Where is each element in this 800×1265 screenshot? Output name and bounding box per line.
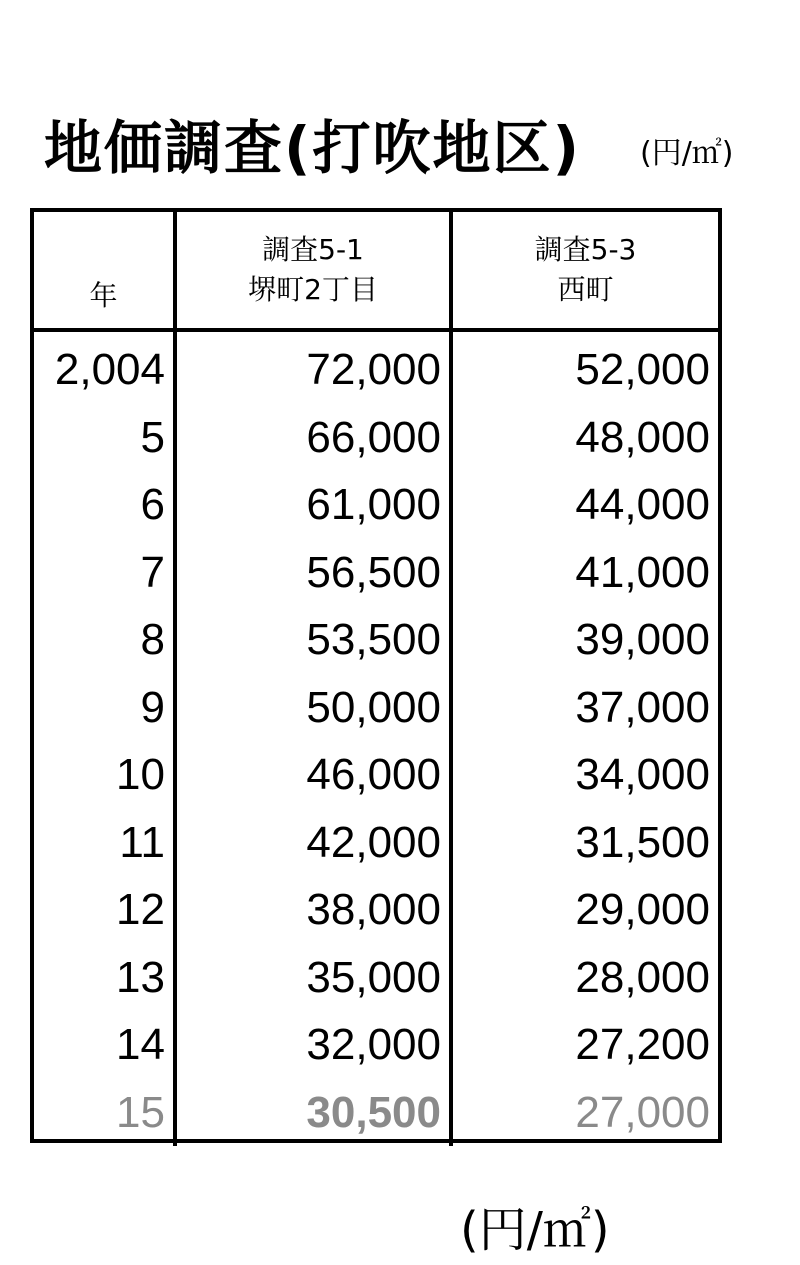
value-cell-5-3: 52,000 [451,330,718,404]
header-survey-5-3-place: 西町 [557,273,614,306]
year-cell: 9 [140,682,165,732]
year-cell: 2,004 [54,345,165,395]
header-survey-5-1 [175,212,451,330]
table-row-latest [34,1079,718,1147]
table-row [34,330,718,404]
header-row [34,212,718,330]
header-year: 年 [34,212,175,330]
value-cell-5-1: 53,500 [175,606,451,674]
value-cell-5-3: 37,000 [451,674,718,742]
value-cell-5-1: 46,000 [175,741,451,809]
value-cell-5-1: 61,000 [175,471,451,539]
value-cell-5-3: 34,000 [451,741,718,809]
value-cell-5-1: 42,000 [175,809,451,877]
land-price-table [30,208,722,1143]
table-row [34,944,718,1012]
value-cell-5-1: 50,000 [175,674,451,742]
value-cell-5-3: 28,000 [451,944,718,1012]
table-row [34,606,718,674]
header-survey-5-1-place: 堺町2丁目 [248,273,378,306]
year-cell: 8 [140,615,165,665]
table-row [34,404,718,472]
year-cell: 6 [140,480,165,530]
value-cell-5-3: 41,000 [451,539,718,607]
table-row [34,539,718,607]
unit-label-bottom: (円/㎡) [460,1202,610,1258]
value-cell-5-1: 66,000 [175,404,451,472]
value-cell-5-3: 44,000 [451,471,718,539]
page-title: 地価調査(打吹地区) [44,114,582,182]
value-cell-5-3: 31,500 [451,809,718,877]
header-survey-5-1-code: 調査5-1 [262,233,364,266]
year-cell: 13 [116,952,165,1002]
year-cell: 12 [116,885,165,935]
year-cell: 15 [116,1087,165,1137]
table-row [34,876,718,944]
table-row [34,741,718,809]
table-row [34,674,718,742]
data-table [34,212,718,1146]
value-cell-5-3: 48,000 [451,404,718,472]
value-cell-5-1: 35,000 [175,944,451,1012]
year-cell: 11 [119,817,165,867]
value-cell-5-3: 39,000 [451,606,718,674]
value-cell-5-1: 38,000 [175,876,451,944]
value-cell-5-1: 56,500 [175,539,451,607]
value-cell-5-1: 72,000 [175,330,451,404]
table-row [34,809,718,877]
title-row [44,112,794,192]
year-cell: 7 [140,547,165,597]
value-cell-5-1: 32,000 [175,1011,451,1079]
header-survey-5-3-code: 調査5-3 [534,233,637,266]
table-row [34,1011,718,1079]
value-cell-5-3: 27,000 [451,1079,718,1147]
unit-label-top: (円/㎡) [640,136,734,171]
year-cell: 10 [116,750,165,800]
value-cell-5-1: 30,500 [175,1079,451,1147]
value-cell-5-3: 29,000 [451,876,718,944]
year-cell: 14 [116,1020,165,1070]
value-cell-5-3: 27,200 [451,1011,718,1079]
year-cell: 5 [140,412,165,462]
table-row [34,471,718,539]
header-survey-5-3 [451,212,718,330]
